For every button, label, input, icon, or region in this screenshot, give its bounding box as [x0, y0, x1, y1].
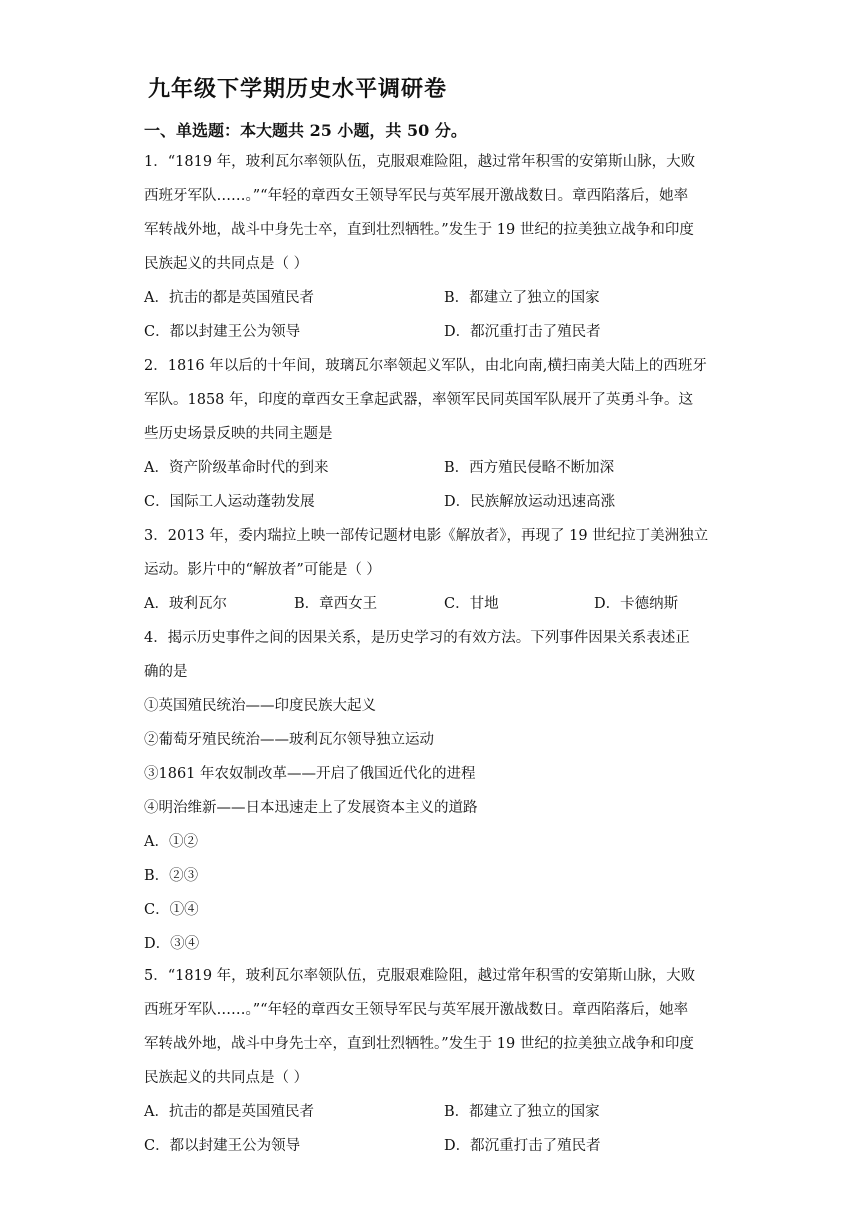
question-4-statement-1: ①英国殖民统治——印度民族大起义	[144, 698, 376, 714]
question-2-option-b: B．西方殖民侵略不断加深	[444, 460, 615, 476]
question-1-line-4: 民族起义的共同点是（ ）	[144, 256, 309, 272]
question-5-option-a: A．抗击的都是英国殖民者	[144, 1104, 314, 1120]
question-3-option-d: D．卡德纳斯	[594, 596, 679, 612]
question-4-line-2: 确的是	[144, 664, 188, 680]
question-5-option-b: B．都建立了独立的国家	[444, 1104, 600, 1120]
question-4-option-c: C．①④	[144, 902, 199, 918]
question-5-line-3: 军转战外地，战斗中身先士卒，直到壮烈牺牲。”发生于 19 世纪的拉美独立战争和印度	[144, 1036, 694, 1052]
question-2-line-2: 军队。1858 年，印度的章西女王拿起武器，率领军民同英国军队展开了英勇斗争。这	[144, 392, 694, 408]
question-1-line-3: 军转战外地，战斗中身先士卒，直到壮烈牺牲。”发生于 19 世纪的拉美独立战争和印度	[144, 222, 694, 238]
question-1-line-1: 1．“1819 年，玻利瓦尔率领队伍，克服艰难险阻，越过常年积雪的安第斯山脉，大败	[144, 154, 696, 170]
question-1-option-d: D．都沉重打击了殖民者	[444, 324, 601, 340]
question-1-option-c: C．都以封建王公为领导	[144, 324, 301, 340]
question-1-option-a: A．抗击的都是英国殖民者	[144, 290, 314, 306]
question-2-line-1: 2．1816 年以后的十年间，玻璃瓦尔率领起义军队，由北向南,横扫南美大陆上的西班牙	[144, 358, 707, 374]
section-heading: 一、单选题：本大题共 25 小题，共 50 分。	[144, 121, 467, 140]
question-5-line-2: 西班牙军队……。”“年轻的章西女王领导军民与英军展开激战数日。章西陷落后，她率	[144, 1002, 689, 1018]
question-4-statement-3: ③1861 年农奴制改革——开启了俄国近代化的进程	[144, 766, 476, 782]
question-4-line-1: 4．揭示历史事件之间的因果关系，是历史学习的有效方法。下列事件因果关系表述正	[144, 630, 690, 646]
question-2-option-c: C．国际工人运动蓬勃发展	[144, 494, 315, 510]
page-title: 九年级下学期历史水平调研卷	[148, 76, 448, 102]
question-4-statement-4: ④明治维新——日本迅速走上了发展资本主义的道路	[144, 800, 478, 816]
question-3-option-a: A．玻利瓦尔	[144, 596, 227, 612]
question-4-option-b: B．②③	[144, 868, 199, 884]
question-2-line-3: 些历史场景反映的共同主题是	[144, 426, 333, 442]
question-4-option-a: A．①②	[144, 834, 198, 850]
question-1-line-2: 西班牙军队……。”“年轻的章西女王领导军民与英军展开激战数日。章西陷落后，她率	[144, 188, 689, 204]
question-2-option-a: A．资产阶级革命时代的到来	[144, 460, 329, 476]
question-3-option-c: C．甘地	[444, 596, 499, 612]
question-4-option-d: D．③④	[144, 936, 200, 952]
question-3-line-1: 3．2013 年，委内瑞拉上映一部传记题材电影《解放者》，再现了 19 世纪拉丁美洲独立	[144, 528, 709, 544]
question-2-option-d: D．民族解放运动迅速高涨	[444, 494, 616, 510]
question-4-statement-2: ②葡萄牙殖民统治——玻利瓦尔领导独立运动	[144, 732, 434, 748]
question-5-line-1: 5．“1819 年，玻利瓦尔率领队伍，克服艰难险阻，越过常年积雪的安第斯山脉，大败	[144, 968, 696, 984]
question-5-option-d: D．都沉重打击了殖民者	[444, 1138, 601, 1154]
question-5-option-c: C．都以封建王公为领导	[144, 1138, 301, 1154]
question-1-option-b: B．都建立了独立的国家	[444, 290, 600, 306]
question-3-line-2: 运动。影片中的“解放者”可能是（ ）	[144, 562, 381, 578]
question-5-line-4: 民族起义的共同点是（ ）	[144, 1070, 309, 1086]
question-3-option-b: B．章西女王	[294, 596, 378, 612]
